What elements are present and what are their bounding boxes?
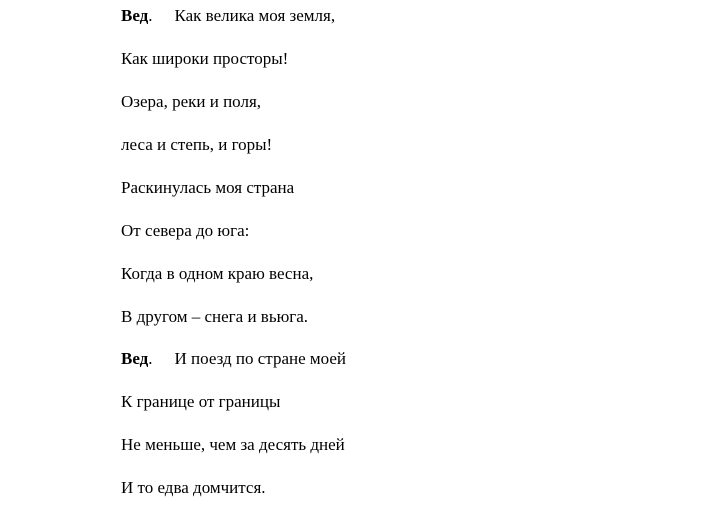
poem-line: Как широки просторы! (121, 49, 289, 68)
poem-line: К границе от границы (121, 392, 281, 411)
stanza-1-line-1 (121, 5, 335, 27)
poem-line: Когда в одном краю весна, (121, 264, 314, 283)
poem-line: Озера, реки и поля, (121, 92, 262, 111)
speaker-label: Вед (121, 349, 149, 368)
poem-line: Раскинулась моя страна (121, 178, 295, 197)
poem-line: И поезд по стране моей (174, 349, 346, 368)
speaker-period: . (148, 349, 153, 368)
poem-line: В другом – снега и вьюга. (121, 307, 309, 326)
poem-line: леса и степь, и горы! (121, 135, 273, 154)
stanza-2-line-1 (121, 348, 346, 370)
poem-line: От севера до юга: (121, 221, 250, 240)
poem-line: Не меньше, чем за десять дней (121, 435, 345, 454)
poem-line: Как велика моя земля, (174, 6, 336, 25)
speaker-label: Вед (121, 6, 149, 25)
poem-line: И то едва домчится. (121, 478, 266, 497)
speaker-period: . (148, 6, 153, 25)
